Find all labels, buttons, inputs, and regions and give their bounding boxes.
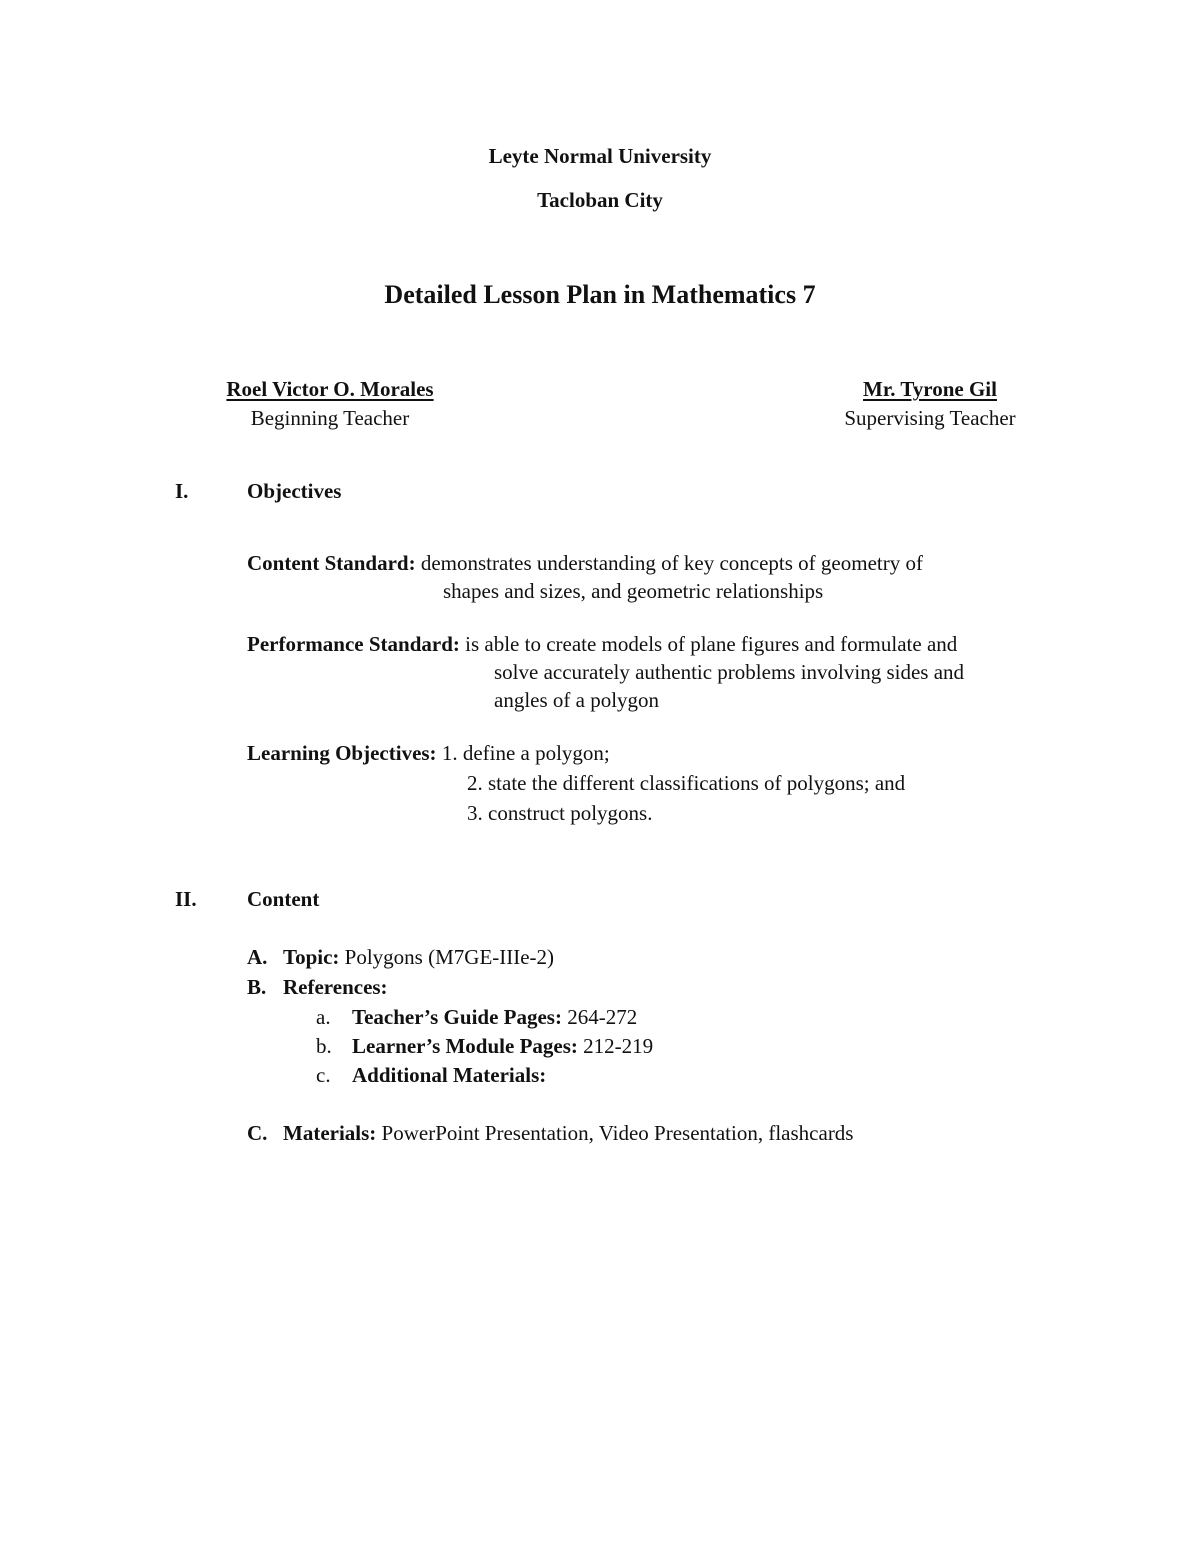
reference-value: 212-219 (583, 1034, 654, 1058)
learning-objective-item: 1. define a polygon; (441, 741, 610, 765)
city-name: Tacloban City (537, 188, 663, 212)
reference-label: Learner’s Module Pages: (352, 1034, 578, 1058)
performance-standard (247, 632, 957, 657)
supervising-teacher-role: Supervising Teacher (844, 406, 1016, 430)
content-standard-text-1: demonstrates understanding of key concepts of geometry of (420, 551, 923, 575)
materials-label: Materials: (283, 1121, 377, 1145)
learning-objectives (247, 741, 610, 766)
references-label: References: (283, 975, 388, 999)
section-number-content: II. (175, 887, 197, 911)
performance-standard-text-3: angles of a polygon (494, 688, 660, 712)
sub-list-marker: a. (316, 1005, 331, 1029)
performance-standard-text-2: solve accurately authentic problems involving sides and (494, 660, 965, 684)
topic-label: Topic: (283, 945, 340, 969)
content-standard (247, 551, 923, 576)
reference-label: Teacher’s Guide Pages: (352, 1005, 562, 1029)
learning-objectives-label: Learning Objectives: (247, 741, 437, 765)
sub-list-marker: c. (316, 1063, 331, 1087)
sub-list-marker: b. (316, 1034, 332, 1058)
section-number-objectives: I. (175, 479, 189, 503)
document-title: Detailed Lesson Plan in Mathematics 7 (384, 280, 816, 309)
list-marker: A. (247, 945, 268, 969)
university-name: Leyte Normal University (488, 144, 712, 168)
learning-objective-item: 3. construct polygons. (467, 801, 653, 825)
reference-value: 264-272 (567, 1005, 638, 1029)
performance-standard-label: Performance Standard: (247, 632, 460, 656)
materials-value: PowerPoint Presentation, Video Presentation, flashcards (381, 1121, 854, 1145)
learning-objective-item: 2. state the different classifications of polygons; and (467, 771, 906, 795)
reference-label: Additional Materials: (352, 1063, 547, 1087)
content-standard-text-2: shapes and sizes, and geometric relationships (443, 579, 824, 603)
section-title-objectives: Objectives (247, 479, 342, 503)
content-standard-label: Content Standard: (247, 551, 416, 575)
list-marker: B. (247, 975, 267, 999)
list-marker: C. (247, 1121, 268, 1145)
beginning-teacher-role: Beginning Teacher (250, 406, 410, 430)
performance-standard-text-1: is able to create models of plane figures and formulate and (465, 632, 958, 656)
supervising-teacher-name: Mr. Tyrone Gil (863, 377, 997, 401)
topic-value: Polygons (M7GE-IIIe-2) (344, 945, 555, 969)
beginning-teacher-name: Roel Victor O. Morales (226, 377, 434, 401)
section-title-content: Content (247, 887, 320, 911)
